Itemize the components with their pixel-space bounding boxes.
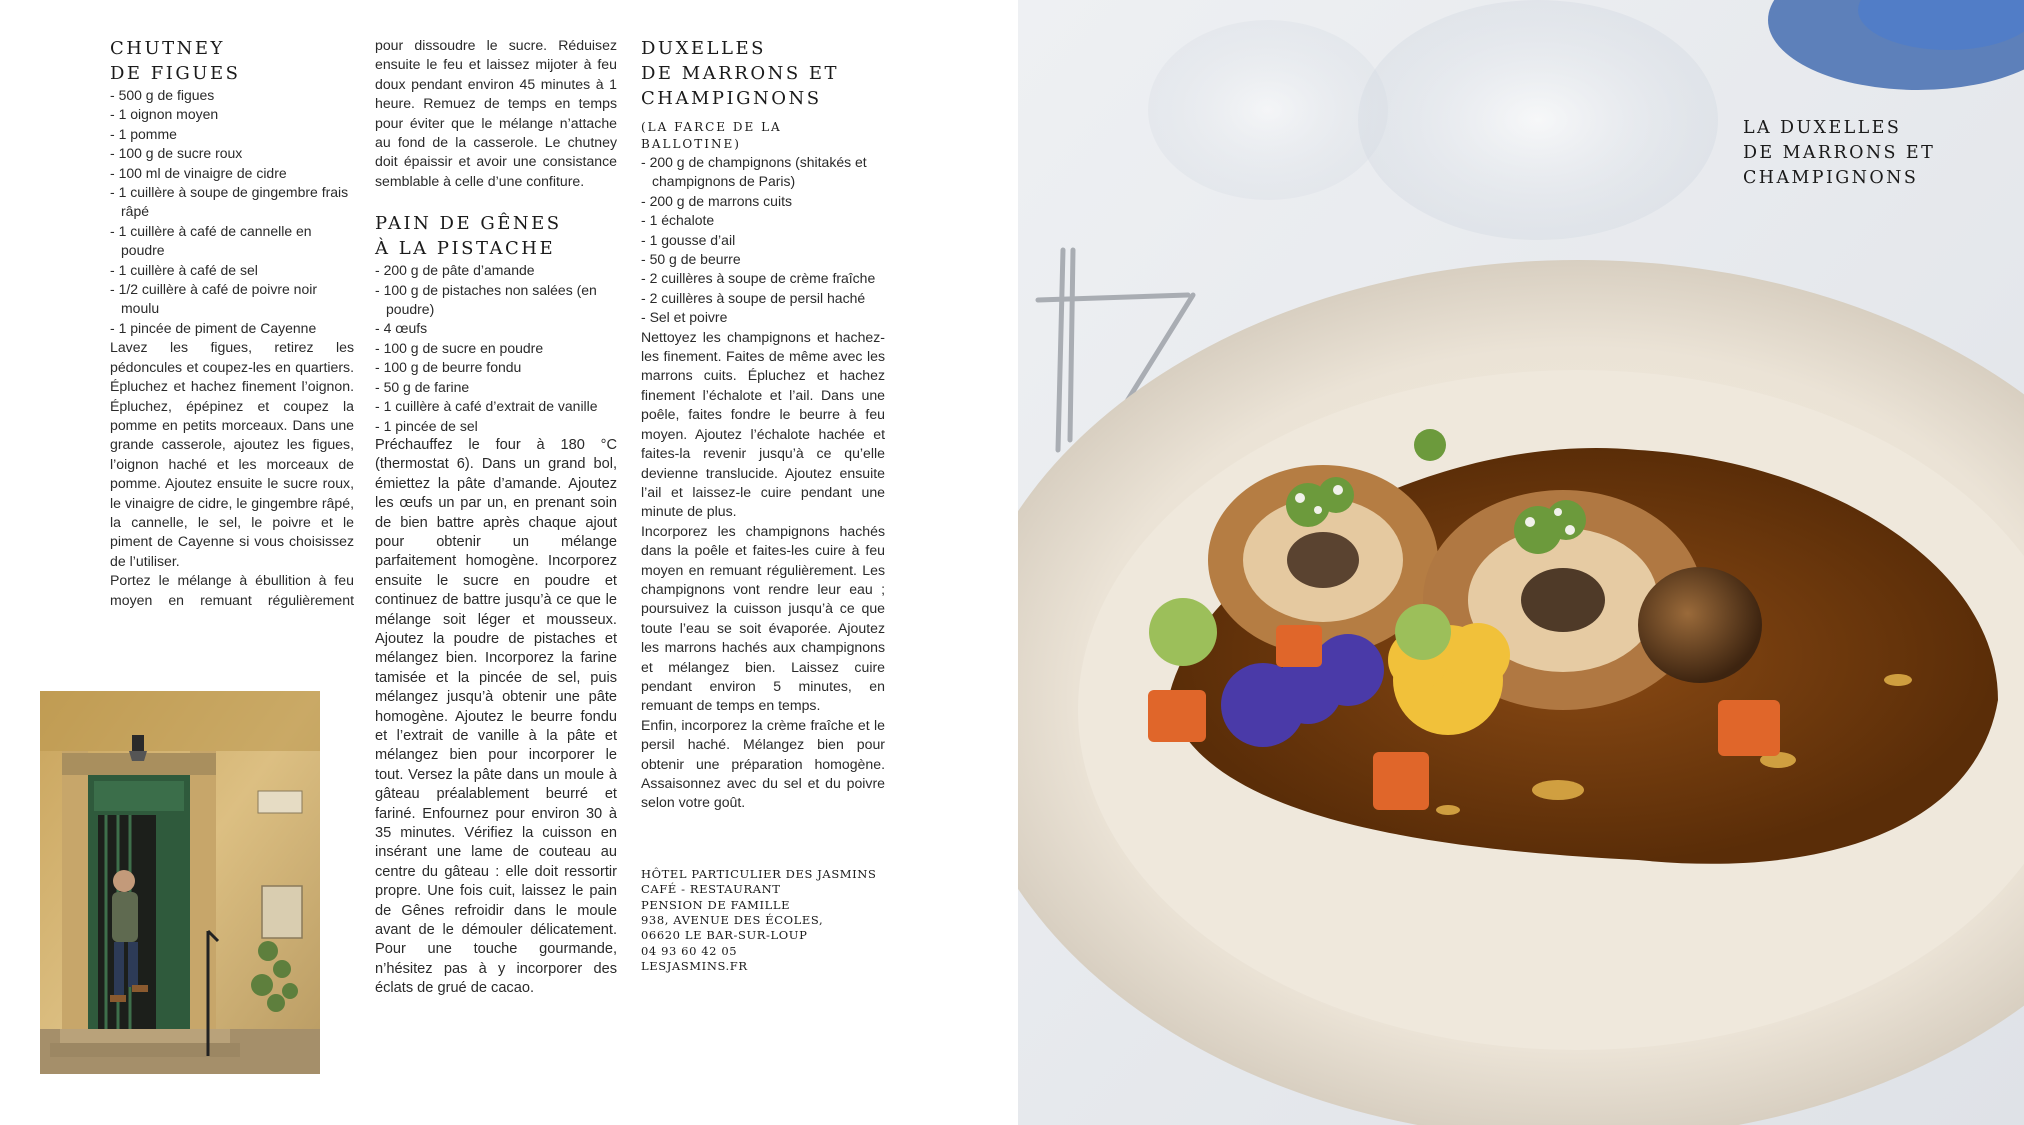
duxelles-title: DUXELLES DE MARRONS ET CHAMPIGNONS <box>641 38 840 109</box>
duxelles-method-paragraph: Enfin, incorporez la crème fraîche et le persil haché. Mélangez bien pour obtenir une préparation homogène. Assaisonnez avec du sel et du poivre selon votre goût. <box>641 716 885 811</box>
ingredient: - 1/2 cuillère à café de poivre noir moulu <box>110 280 354 319</box>
ingredient: - 1 cuillère à café de sel <box>110 261 354 280</box>
pain-de-genes-method: Préchauffez le four à 180 °C (thermostat 6). Dans un grand bol, émiettez la pâte d’amande. Ajoutez les œufs un par un, en prenant soin de bien battre après chaque ajout pour obtenir un mélange parfaitement homogène. Incorporez ensuite le sucre en poudre et continuez de battre jusqu’à ce que le mélange soit léger et mousseux. Ajoutez la poudre de pistaches et mélangez bien. Incorporez la farine tamisée et la pincée de sel, puis mélangez jusqu’à obtenir une pâte homogène. Ajoutez le beurre fondu et l’extrait de vanille à la pâte et mélangez bien pour incorporer le tout. Versez la pâte dans un moule à gâteau préalablement beurré et fariné. Enfournez pour environ 30 à 35 minutes. Vérifiez la cuisson en insérant une lame de couteau au centre du gâteau : elle doit ressortir propre. Une fois cuit, laissez le pain de Gênes refroidir dans le moule avant de le démouler délicatement. Pour une touche gourmande, n’hésitez pas à y incorporer des éclats de grué de cacao. <box>375 436 617 997</box>
ingredient: - 1 pincée de piment de Cayenne <box>110 319 354 338</box>
ingredient: - 1 cuillère à soupe de gingembre frais râpé <box>110 183 354 222</box>
ingredient: - 2 cuillères à soupe de crème fraîche <box>641 269 885 288</box>
ingredient: - 1 oignon moyen <box>110 105 354 124</box>
ingredient: - 200 g de pâte d’amande <box>375 261 617 280</box>
ingredient: - 1 pincée de sel <box>375 417 617 436</box>
ingredient: - 1 cuillère à café d’extrait de vanille <box>375 397 617 416</box>
website-link[interactable]: LESJASMINS.FR <box>641 959 748 974</box>
duxelles-method-paragraph: Nettoyez les champignons et hachez-les finement. Faites de même avec les marrons cuits. Épluchez et hachez finement l’échalote et l’ail. Dans une poêle, faites fondre le beurre à feu moyen. Ajoutez l’échalote hachée et faites-la revenir jusqu’à ce qu’elle devienne translucide. Ajoutez ensuite l’ail et laissez-le cuire pendant une minute de plus. <box>641 328 885 520</box>
column-1 <box>110 36 354 610</box>
ingredient: - 4 œufs <box>375 319 617 338</box>
ingredient: - 100 g de sucre roux <box>110 144 354 163</box>
ingredient: - 100 g de beurre fondu <box>375 358 617 377</box>
photo-caption: LA DUXELLES DE MARRONS ET CHAMPIGNONS <box>1743 118 1936 188</box>
ingredient: - 500 g de figues <box>110 86 354 105</box>
pain-de-genes-title: PAIN DE GÊNES À LA PISTACHE <box>375 213 562 260</box>
duxelles-subtitle: (LA FARCE DE LA BALLOTINE) <box>641 120 782 151</box>
ingredient: - 1 gousse d’ail <box>641 231 885 250</box>
ingredient: - 100 g de pistaches non salées (en poudre) <box>375 281 617 320</box>
restaurant-entrance-photo <box>40 691 320 1074</box>
ingredient: - 1 pomme <box>110 125 354 144</box>
chutney-method-continued: pour dissoudre le sucre. Réduisez ensuite le feu et laissez mijoter à feu doux pendant environ 45 minutes à 1 heure. Remuez de temps en temps pour éviter que le mélange n’attache au fond de la casserole. Le chutney doit épaissir et avoir une consistance semblable à celle d’une confiture. <box>375 37 617 189</box>
ingredient: - 2 cuillères à soupe de persil haché <box>641 289 885 308</box>
chutney-method-paragraph: Lavez les figues, retirez les pédoncules et coupez-les en quartiers. Épluchez et hachez finement l’oignon. Épluchez, épépinez et coupez la pomme en petits morceaux. Dans une grande casserole, ajoutez les figues, l’oignon haché et les morceaux de pomme. Ajoutez ensuite le sucre roux, le vinaigre de cidre, le gingembre râpé, la cannelle, le sel, le poivre et le piment de Cayenne si vous choisissez de l’utiliser. <box>110 339 354 569</box>
restaurant-address: HÔTEL PARTICULIER DES JASMINS CAFÉ - RESTAURANT PENSION DE FAMILLE 938, AVENUE DES ÉCOLES, 06620 LE BAR-SUR-LOUP 04 93 60 42 05 LESJASMINS.FR <box>641 867 885 975</box>
ingredient: - 100 ml de vinaigre de cidre <box>110 164 354 183</box>
duxelles-ingredients <box>641 153 885 328</box>
pain-de-genes-ingredients <box>375 261 617 436</box>
ingredient: - 50 g de beurre <box>641 250 885 269</box>
ingredient: - 100 g de sucre en poudre <box>375 339 617 358</box>
ingredient: - 50 g de farine <box>375 378 617 397</box>
ingredient: - 200 g de champignons (shitakés et champignons de Paris) <box>641 153 885 192</box>
chutney-title: CHUTNEY DE FIGUES <box>110 38 241 84</box>
ingredient: - 1 échalote <box>641 211 885 230</box>
ingredient: - Sel et poivre <box>641 308 885 327</box>
duxelles-method-paragraph: Incorporez les champignons hachés dans la poêle et faites-les cuire à feu moyen en remuant régulièrement. Les champignons vont rendre leur eau ; poursuivez la cuisson jusqu’à ce que toute l’eau se soit évaporée. Ajoutez les marrons hachés aux champignons et mélangez bien. Laissez cuire pendant environ 5 minutes, en remuant de temps en temps. <box>641 522 885 714</box>
chutney-method-paragraph: Portez le mélange à ébullition à feu moyen en remuant régulièrement <box>110 572 354 608</box>
ingredient: - 200 g de marrons cuits <box>641 192 885 211</box>
chutney-ingredients <box>110 86 354 338</box>
column-3 <box>641 36 885 975</box>
column-2 <box>375 36 617 999</box>
ingredient: - 1 cuillère à café de cannelle en poudre <box>110 222 354 261</box>
